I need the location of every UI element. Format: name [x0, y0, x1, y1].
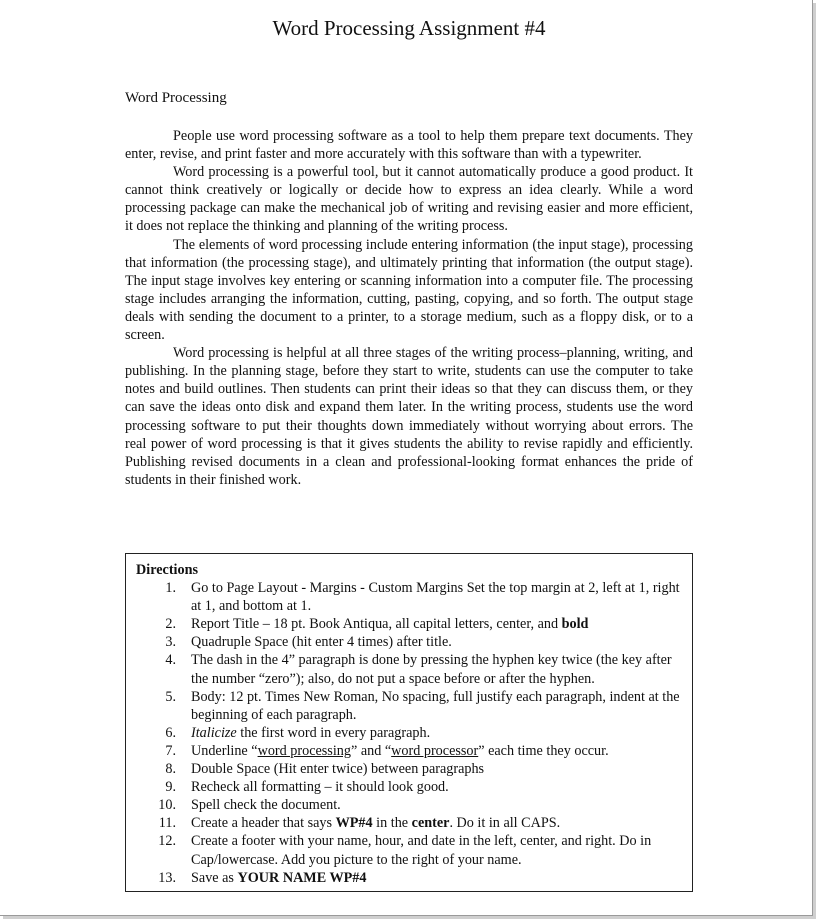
- direction-item: [136, 760, 682, 778]
- direction-text-run: Italicize: [191, 724, 237, 741]
- direction-text-run: ” and “: [350, 742, 392, 759]
- direction-text: [191, 688, 682, 724]
- direction-text-run: Save as: [191, 869, 238, 886]
- directions-box: [125, 553, 693, 892]
- paragraph-4: Word processing is helpful at all three stages of the writing process–planning, writing, and publishing. In the planning stage, before they start to write, students can use the computer to take notes and build outlines. Then students can print their ideas so that they can discuss them, or they can save the ideas onto disk and expand them later. In the writing process, students use the word processing software to put their thoughts down immediately without worrying about errors. The real power of word processing is that it gives students the ability to revise rapidly and efficiently. Publishing revised documents in a clean and professional-looking format enhances the pride of students in their finished work.: [125, 345, 693, 488]
- direction-text: [191, 651, 682, 687]
- direction-text-run: Go to Page Layout - Margins - Custom Margins Set the top margin at 2, left at 1, right at 1, and bottom at 1.: [191, 580, 680, 615]
- direction-text-run: word processor: [391, 742, 479, 759]
- direction-text-run: Spell check the document.: [191, 797, 341, 814]
- direction-text-run: word processing: [257, 742, 351, 759]
- direction-item: [136, 688, 682, 724]
- direction-text-run: Report Title – 18 pt. Book Antiqua, all capital letters, center, and: [191, 616, 562, 633]
- direction-text-run: The dash in the 4” paragraph is done by pressing the hyphen key twice (the key after the number “zero”); also, do not put a space before or after the hyphen.: [191, 652, 672, 687]
- direction-text-run: YOUR NAME WP#4: [237, 869, 367, 886]
- direction-item: [136, 796, 682, 814]
- direction-text-run: . Do it in all CAPS.: [449, 815, 561, 832]
- direction-text-run: Double Space (Hit enter twice) between paragraphs: [191, 761, 485, 778]
- direction-number: 12.: [158, 833, 176, 850]
- direction-number: 5.: [165, 688, 176, 705]
- direction-text-run: Underline “: [191, 742, 258, 759]
- direction-number: 2.: [165, 616, 176, 633]
- direction-number: 8.: [165, 761, 176, 778]
- direction-text-run: Create a footer with your name, hour, and date in the left, center, and right. Do in Cap/lowercase. Add you picture to the right of your name.: [191, 833, 652, 868]
- direction-item: [136, 814, 682, 832]
- direction-item: [136, 579, 682, 615]
- direction-number: 3.: [165, 634, 176, 651]
- direction-number: 13.: [158, 869, 176, 886]
- direction-text: [191, 760, 682, 778]
- direction-item: [136, 724, 682, 742]
- direction-text: [191, 778, 682, 796]
- paragraph-1: People use word processing software as a tool to help them prepare text documents. They enter, revise, and print faster and more accurately with this software than with a typewriter.: [125, 128, 693, 163]
- direction-text-run: WP#4: [335, 815, 373, 832]
- direction-text: [191, 579, 682, 615]
- direction-item: [136, 742, 682, 760]
- direction-text: [191, 796, 682, 814]
- direction-text-run: Body: 12 pt. Times New Roman, No spacing, full justify each paragraph, indent at the beginning of each paragraph.: [191, 688, 680, 723]
- direction-text: [191, 633, 682, 651]
- direction-item: [136, 633, 682, 651]
- directions-title: Directions: [136, 562, 198, 578]
- document-title: Word Processing Assignment #4: [272, 16, 546, 40]
- direction-text: [191, 615, 682, 633]
- paragraph-2: Word processing is a powerful tool, but it cannot automatically produce a good product. It cannot think creatively or logically or decide how to express an idea clearly. While a word processing package can make the mechanical job of writing and revising easier and more efficient, it does not replace the thinking and planning of the writing process.: [125, 164, 693, 235]
- direction-number: 7.: [165, 742, 176, 759]
- direction-text: [191, 869, 682, 887]
- section-heading: Word Processing: [125, 90, 227, 106]
- direction-text-run: ” each time they occur.: [478, 742, 609, 759]
- direction-number: 10.: [158, 797, 176, 814]
- direction-text-run: in the: [372, 815, 412, 832]
- directions-list: [136, 579, 682, 887]
- direction-number: 9.: [165, 779, 176, 796]
- paragraph-3: The elements of word processing include entering information (the input stage), processing that information (the processing stage), and ultimately printing that information (the output stage). The input stage involves key entering or scanning information into a computer file. The processing stage includes arranging the information, cutting, pasting, copying, and so forth. The output stage deals with sending the document to a printer, to a storage medium, such as a floppy disk, or to a screen.: [125, 236, 693, 344]
- document-body: [125, 127, 693, 489]
- direction-item: [136, 615, 682, 633]
- direction-number: 4.: [165, 652, 176, 669]
- direction-text: [191, 742, 682, 760]
- direction-item: [136, 651, 682, 687]
- direction-item: [136, 869, 682, 887]
- direction-number: 11.: [158, 815, 176, 832]
- direction-text: [191, 724, 682, 742]
- direction-number: 6.: [165, 724, 176, 741]
- direction-number: 1.: [165, 580, 176, 597]
- direction-text: [191, 832, 682, 868]
- direction-text-run: Quadruple Space (hit enter 4 times) after title.: [191, 634, 452, 651]
- direction-text-run: center: [411, 815, 450, 832]
- direction-item: [136, 832, 682, 868]
- direction-text-run: Create a header that says: [191, 815, 336, 832]
- direction-text-run: Recheck all formatting – it should look good.: [191, 779, 449, 796]
- direction-text: [191, 814, 682, 832]
- direction-text-run: the first word in every paragraph.: [236, 724, 431, 741]
- direction-item: [136, 778, 682, 796]
- direction-text-run: bold: [561, 616, 589, 633]
